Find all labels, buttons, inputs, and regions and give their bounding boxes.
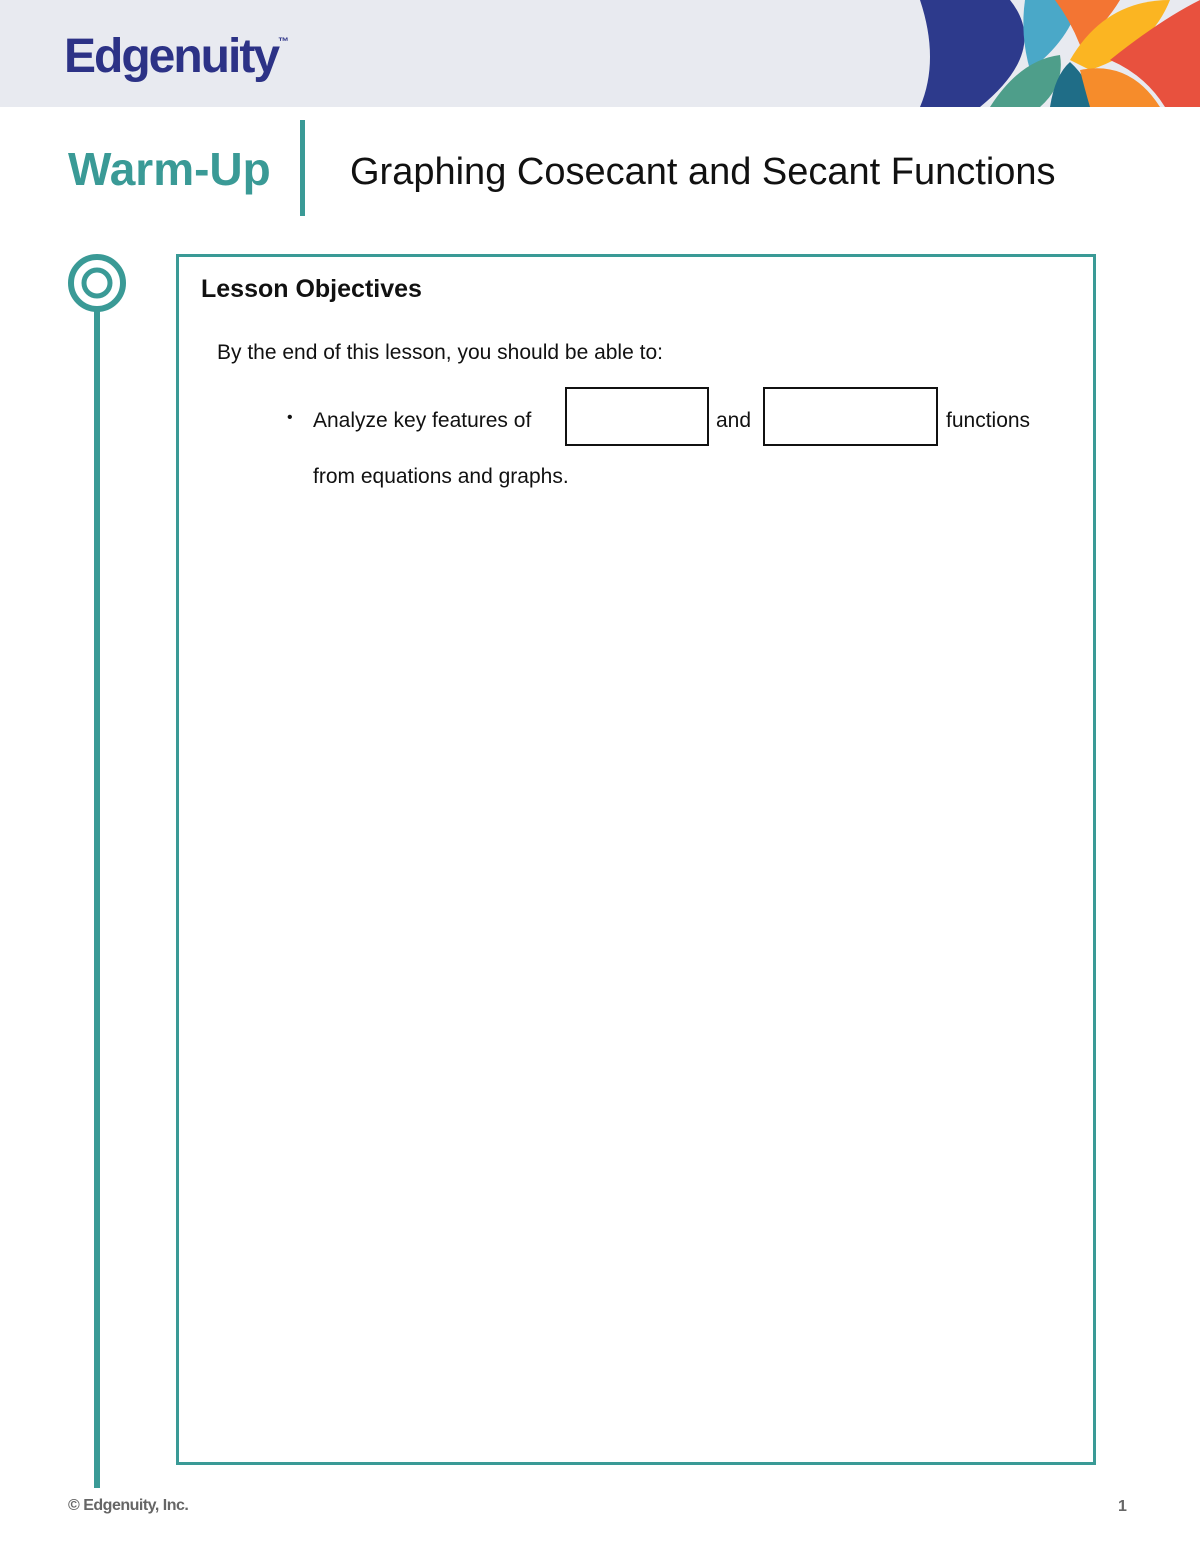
- logo-trademark: ™: [278, 36, 290, 48]
- target-timeline-graphic: [67, 253, 129, 1488]
- decorative-petals-graphic: [920, 0, 1200, 107]
- answer-blank-2[interactable]: [763, 387, 938, 446]
- objectives-heading: Lesson Objectives: [201, 275, 422, 303]
- logo-text: Edgenuity: [64, 30, 279, 83]
- target-icon-outer-ring: [71, 257, 123, 309]
- title-divider: [300, 120, 305, 216]
- lesson-objectives-box: [176, 254, 1096, 1465]
- objective-text-and: and: [716, 409, 752, 432]
- page-title: Graphing Cosecant and Secant Functions: [350, 151, 1056, 193]
- edgenuity-logo: [64, 30, 290, 83]
- objective-text-start: Analyze key features of: [313, 409, 532, 432]
- target-icon-inner-ring: [84, 270, 110, 296]
- objective-text-line2: from equations and graphs.: [313, 465, 569, 488]
- bullet-marker: •: [287, 409, 293, 426]
- header-band: [0, 0, 1200, 107]
- objectives-intro: By the end of this lesson, you should be able to:: [217, 341, 663, 364]
- answer-blank-1[interactable]: [565, 387, 709, 446]
- page-number: 1: [1118, 1498, 1127, 1515]
- footer-copyright: © Edgenuity, Inc.: [68, 1497, 189, 1514]
- timeline-line: [94, 309, 100, 1488]
- section-label: Warm-Up: [68, 143, 271, 195]
- objective-text-functions: functions: [946, 409, 1031, 432]
- title-row: [0, 120, 1200, 216]
